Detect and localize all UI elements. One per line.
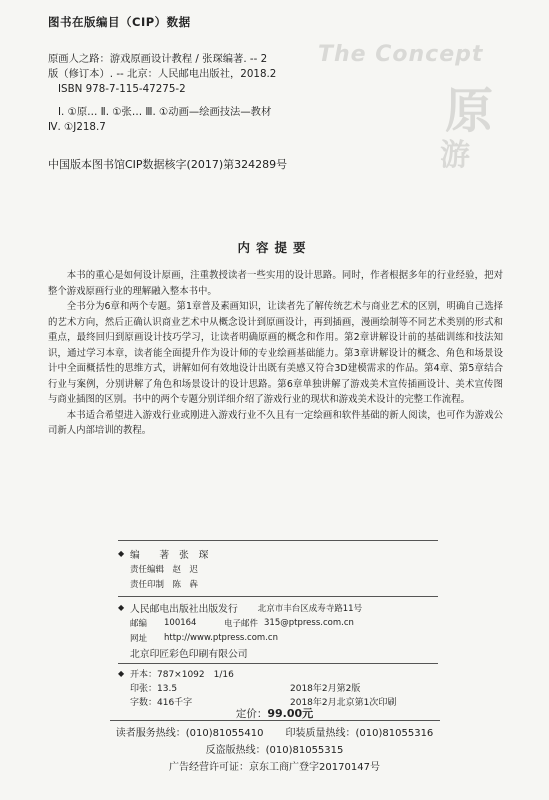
publisher-row bbox=[118, 600, 448, 615]
web-row bbox=[118, 630, 448, 645]
summary-body bbox=[48, 268, 503, 439]
summary-paragraph: 本书的重心是如何设计原画，注重教授读者一些实用的设计思路。同时，作者根据多年的行业经验，把对整个游戏原画行业的理解融入整本书中。 bbox=[48, 270, 503, 297]
divider bbox=[110, 720, 440, 721]
publisher-name: 人民邮电出版社出版发行 bbox=[130, 603, 238, 615]
cip-line: Ⅰ. ①原… Ⅱ. ①张… Ⅲ. ①动画—绘画技法—教材 bbox=[58, 106, 272, 118]
ad-license: 广告经营许可证：京东工商广登字20170147号 bbox=[169, 762, 380, 773]
diamond-icon: ◆ bbox=[118, 668, 125, 678]
cip-line: 原画人之路：游戏原画设计教程 / 张琛编著. -- 2 bbox=[48, 53, 268, 65]
summary-paragraph: 本书适合希望进入游戏行业或刚进入游戏行业不久且有一定绘画和软件基础的新人阅读，也可作为游戏公司新人内部培训的教程。 bbox=[48, 409, 503, 436]
cip-record-number: 中国版本图书馆CIP数据核字(2017)第324289号 bbox=[48, 158, 288, 171]
summary-paragraph: 全书分为6章和两个专题。第1章普及素画知识，让读者先了解传统艺术与商业艺术的区别，明确自己选择的艺术方向，然后正确认识商业艺术中从概念设计到原画设计，再到插画，漫画绘制等不同艺术类别的形式和重点，最终回归到原画设计技巧学习，让读者明确原画的概念和作用。第2章讲解设计前的基础训练和技法知识，通过学习本章，读者能全面提升作为设计师的专业绘画基础能力。第3章讲解设计的概念、角色和场景设计中全面概括性的思维方式，讲解如何有效地设计出既有美感又符合3D建模需求的作品。第4章、第5章结合行业与案例，分别讲解了角色和场景设计的设计思路。第6章单独讲解了游戏美术宣传插画设计、美术宣传图与商业插图的区别。书中的两个专题分别详细介绍了游戏行业的现状和游戏美术设计的完整工作流程。 bbox=[48, 301, 503, 405]
cip-line: Ⅳ. ①J218.7 bbox=[48, 121, 106, 133]
email-value: 315@ptpress.com.cn bbox=[264, 617, 354, 628]
piracy-hotline: 反盗版热线：(010)81055315 bbox=[205, 745, 344, 756]
postcode-label: 邮编 bbox=[130, 618, 148, 629]
print-resp-line: 责任印制 陈 犇 bbox=[130, 579, 199, 590]
editor-line: 责任编辑 赵 迟 bbox=[130, 564, 199, 575]
spec-printing: 2018年2月北京第1次印刷 bbox=[290, 697, 397, 708]
cip-block bbox=[48, 52, 348, 135]
printer-row bbox=[118, 645, 448, 660]
spec-edition: 2018年2月第2版 bbox=[290, 683, 361, 694]
watermark-glyph-large: 原 bbox=[445, 83, 494, 139]
divider bbox=[118, 540, 438, 541]
price-label: 定价： bbox=[235, 708, 268, 720]
diamond-icon: ◆ bbox=[118, 549, 125, 558]
spec-words: 字数：416千字 bbox=[130, 697, 193, 708]
email-label: 电子邮件 bbox=[224, 618, 259, 629]
spec-format: 开本：787×1092 1/16 bbox=[130, 669, 234, 680]
summary-title: 内容提要 bbox=[237, 240, 312, 255]
author-line: 编 著 张 琛 bbox=[130, 549, 209, 561]
web-label: 网址 bbox=[130, 633, 148, 644]
divider bbox=[118, 596, 438, 597]
postcode-value: 100164 bbox=[164, 617, 197, 628]
printer-name: 北京印匠彩色印刷有限公司 bbox=[130, 648, 248, 660]
credits-block bbox=[118, 546, 448, 591]
spec-row bbox=[118, 680, 448, 694]
editor-row bbox=[118, 561, 448, 576]
cip-title: 图书在版编目（CIP）数据 bbox=[48, 15, 191, 29]
piracy-row bbox=[0, 741, 549, 756]
specs-block bbox=[118, 666, 448, 708]
cip-line bbox=[48, 97, 348, 105]
divider bbox=[118, 663, 438, 664]
spec-sheets: 印张：13.5 bbox=[130, 683, 178, 694]
license-row bbox=[0, 758, 549, 773]
service-hotline: 读者服务热线：(010)81055410 bbox=[115, 728, 264, 739]
watermark-glyph-small: 游 bbox=[440, 138, 470, 173]
quality-hotline: 印装质量热线：(010)81055316 bbox=[285, 728, 434, 739]
diamond-icon: ◆ bbox=[118, 603, 125, 612]
author-row bbox=[118, 546, 448, 561]
watermark-text: The Concept bbox=[318, 42, 484, 67]
cip-line: ISBN 978-7-115-47275-2 bbox=[58, 83, 186, 95]
price-value: 99.00元 bbox=[267, 707, 314, 720]
spec-row bbox=[118, 666, 448, 680]
publisher-address: 北京市丰台区成寿寺路11号 bbox=[257, 603, 363, 614]
postcode-row bbox=[118, 615, 448, 630]
print-resp-row bbox=[118, 576, 448, 591]
web-value: http://www.ptpress.com.cn bbox=[164, 632, 278, 643]
publisher-block bbox=[118, 600, 448, 660]
price-line bbox=[0, 705, 549, 721]
hotline-row bbox=[0, 724, 549, 739]
cip-line: 版（修订本）. -- 北京：人民邮电出版社，2018.2 bbox=[48, 68, 277, 80]
